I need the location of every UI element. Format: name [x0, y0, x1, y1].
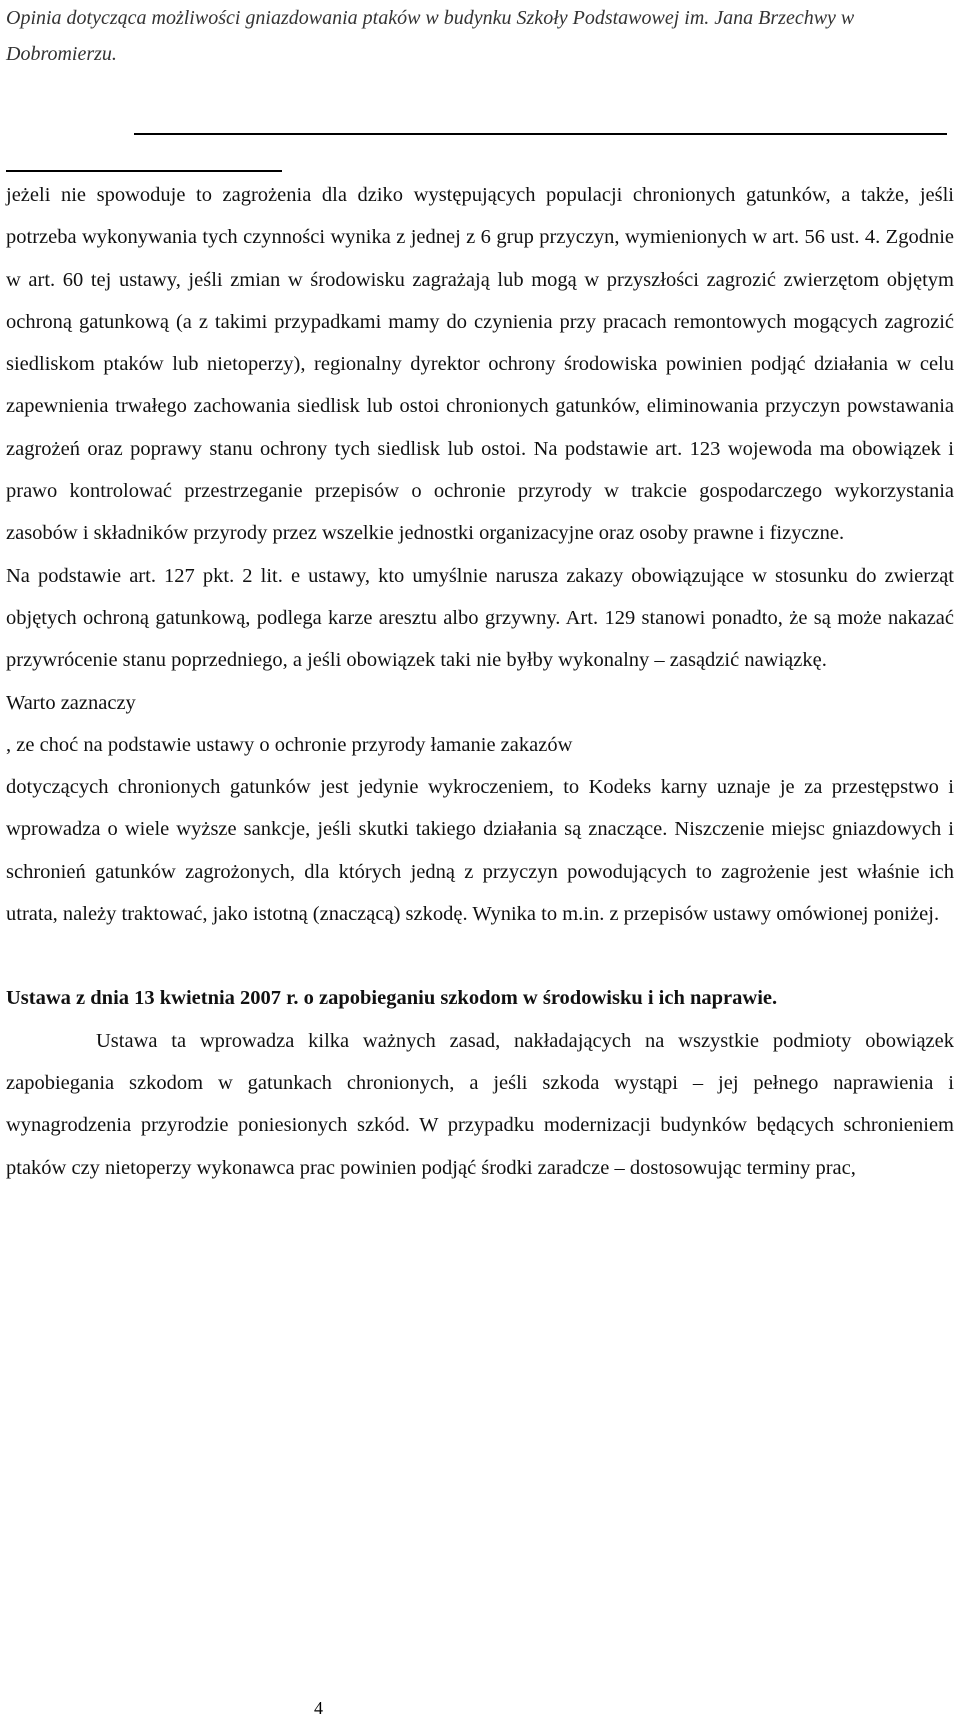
spacer	[6, 935, 954, 977]
paragraph-note-start: Warto zaznaczy	[6, 691, 136, 714]
paragraph-note-continuation: , ze choć na podstawie ustawy o ochronie przyrody łamanie zakazów	[6, 733, 573, 756]
page-number: 4	[314, 1698, 323, 1718]
paragraph-protection-law: jeżeli nie spowoduje to zagrożenia dla dziko występujących populacji chronionych gatunków, a także, jeśli potrzeba wykonywania tych czynności wynika z jednej z 6 grup przyczyn, wymienionych w art. 56 ust. 4. Zgodnie w art. 60 tej ustawy, jeśli zmian w środowisku zagrażają lub mogą w przyszłości zagrozić zwierzętom objętym ochroną gatunkową (a z takimi przypadkami mamy do czynienia przy pracach remontowych mogących zagrozić siedliskom ptaków lub nietoperzy), regionalny dyrektor ochrony środowiska powinien podjąć działania w celu zapewnienia trwałego zachowania siedlisk lub ostoi chronionych gatunków, eliminowania przyczyn powstawania zagrożeń oraz poprawy stanu ochrony tych siedlisk lub ostoi. Na podstawie art. 123 wojewoda ma obowiązek i prawo kontrolować przestrzeganie przepisów o ochronie przyrody w trakcie gospodarczego wykorzystania zasobów i składników przyrody przez wszelkie jednostki organizacyjne oraz osoby prawne i fizyczne.	[6, 184, 954, 545]
section-paragraph: Ustawa ta wprowadza kilka ważnych zasad, nakładających na wszystkie podmioty obowiązek zapobiegania szkodom w gatunkach chronionych, a jeśli szkoda wystąpi – jej pełnego naprawienia i wynagrodzenia przyrodzie poniesionych szkód. W przypadku modernizacji budynków będących schronieniem ptaków czy nietoperzy wykonawca prac powinien podjąć środki zaradcze – dostosowując terminy prac,	[6, 1029, 954, 1179]
document-body	[6, 174, 954, 1189]
paragraph-criminal-code: dotyczących chronionych gatunków jest jedynie wykroczeniem, to Kodeks karny uznaje je za przestępstwo i wprowadza o wiele wyższe sankcje, jeśli skutki takiego działania są znaczące. Niszczenie miejsc gniazdowych i schronień gatunków zagrożonych, dla których jedną z przyczyn powodujących to zagrożenie jest właśnie ich utrata, należy traktować, jako istotną (znaczącą) szkodę. Wynika to m.in. z przepisów ustawy omówionej poniżej.	[6, 776, 954, 926]
section-heading: Ustawa z dnia 13 kwietnia 2007 r. o zapobieganiu szkodom w środowisku i ich naprawie.	[6, 987, 778, 1010]
page-header: Opinia dotycząca możliwości gniazdowania ptaków w budynku Szkoły Podstawowej im. Jana Brzechwy w Dobromierzu.	[6, 7, 855, 65]
paragraph-penalties: Na podstawie art. 127 pkt. 2 lit. e ustawy, kto umyślnie narusza zakazy obowiązujące w stosunku do zwierząt objętych ochroną gatunkową, podlega karze aresztu albo grzywny. Art. 129 stanowi ponadto, że są może nakazać przywrócenie stanu poprzedniego, a jeśli obowiązek taki nie byłby wykonalny – zasądzić nawiązkę.	[6, 564, 954, 672]
header-rule	[134, 133, 947, 135]
footnote-rule	[6, 170, 282, 172]
